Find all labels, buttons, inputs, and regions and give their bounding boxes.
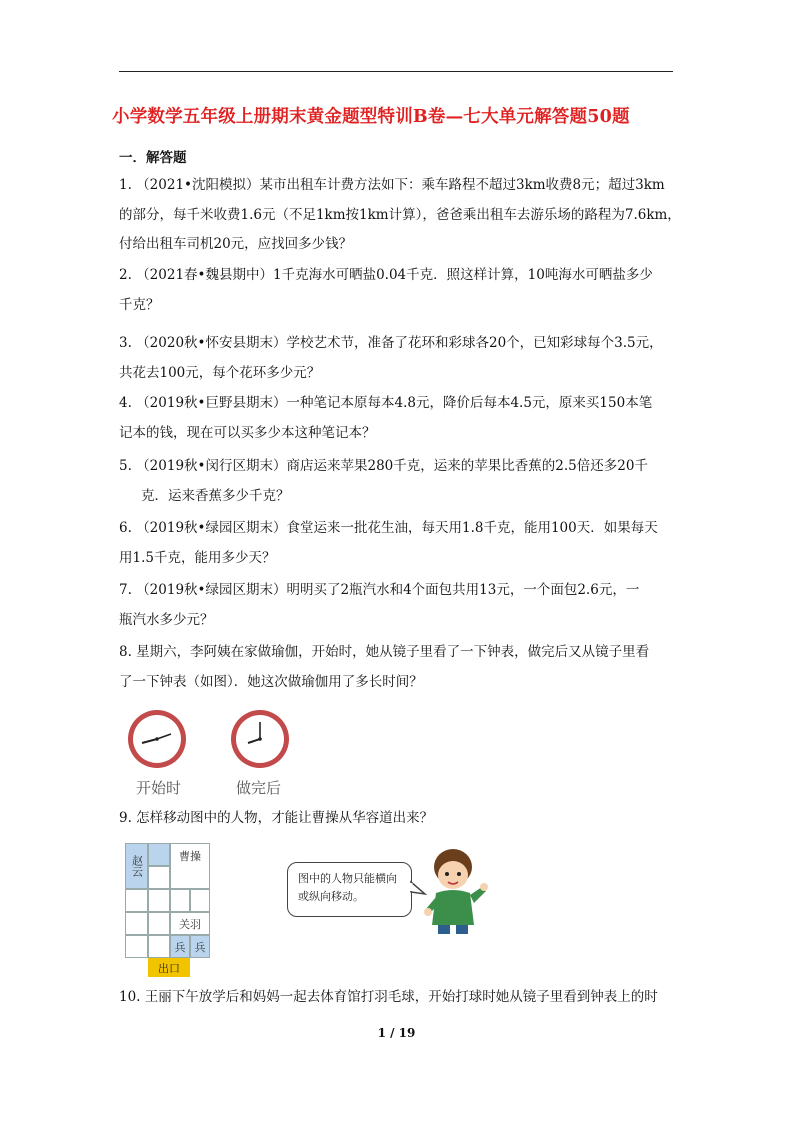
caocao-label: 曹操 (179, 850, 201, 863)
section-heading: 一．解答题 (119, 150, 187, 166)
grid-cell (148, 843, 170, 866)
question-1 (119, 171, 679, 260)
question-line: 8. 星期六，李阿姨在家做瑜伽，开始时，她从镜子里看了一下钟表，做完后又从镜子里看 (119, 644, 650, 660)
question-line: 千克？ (119, 296, 160, 313)
question-line: 1. （2021•沈阳模拟）某市出租车计费方法如下：乘车路程不超过3km收费8元；超过3km (119, 177, 665, 193)
question-9 (119, 804, 679, 834)
speech-bubble: 图中的人物只能横向或纵向移动。 (287, 862, 412, 917)
exit-marker (148, 958, 190, 977)
question-line: 4. （2019秋•巨野县期末）一种笔记本原每本4.8元，降价后每本4.5元，原来买150本笔 (119, 395, 653, 411)
question-7 (119, 576, 679, 635)
grid-cell (148, 912, 170, 935)
question-3 (119, 329, 679, 388)
question-line: 了一下钟表（如图）．她这次做瑜伽用了多长时间？ (119, 673, 423, 690)
grid-cell (170, 889, 190, 912)
caocao-block (170, 843, 210, 889)
question-line: 用1.5千克，能用多少天？ (119, 549, 276, 566)
question-5 (119, 452, 679, 511)
clock-start-label: 开始时 (136, 779, 182, 797)
question-line: 6. （2019秋•绿园区期末）食堂运来一批花生油，每天用1.8千克，能用100天．如果每天 (119, 520, 658, 536)
boy-illustration-icon (420, 845, 490, 935)
question-line: 9. 怎样移动图中的人物，才能让曹操从华容道出来？ (119, 810, 434, 826)
page-title: 小学数学五年级上册期末黄金题型特训B卷—七大单元解答题50题 (112, 107, 630, 127)
question-10 (119, 983, 679, 1013)
question-line: 7. （2019秋•绿园区期末）明明买了2瓶汽水和4个面包共用13元，一个面包2.6元，一 (119, 582, 640, 598)
grid-cell (125, 889, 148, 912)
grid-cell (148, 935, 170, 958)
grid-cell (190, 889, 210, 912)
question-line: 3. （2020秋•怀安县期末）学校艺术节，准备了花环和彩球各20个，已知彩球每个3.5元， (119, 335, 663, 351)
guanyu-label: 关羽 (179, 917, 201, 931)
bing-label: 兵 (174, 940, 186, 954)
question-line: 2. （2021春•魏县期中）1千克海水可晒盐0.04千克．照这样计算，10吨海水可晒盐多少 (119, 267, 653, 283)
question-line: 瓶汽水多少元？ (119, 611, 214, 628)
bing-label: 兵 (194, 940, 206, 954)
question-line: 付给出租车司机20元，应找回多少钱？ (119, 236, 353, 252)
bing-block-1 (170, 935, 190, 958)
grid-cell (148, 866, 170, 889)
zhaoyun-block (125, 843, 148, 889)
question-line: 10. 王丽下午放学后和妈妈一起去体育馆打羽毛球，开始打球时她从镜子里看到钟表上的时 (119, 989, 658, 1005)
exit-label: 出口 (158, 961, 180, 975)
grid-cell (125, 935, 148, 958)
grid-cell (125, 912, 148, 935)
clock-start-icon (128, 710, 186, 768)
question-line: 5. （2019秋•闵行区期末）商店运来苹果280千克，运来的苹果比香蕉的2.5倍还多20千 (119, 458, 648, 474)
clock-figure (125, 707, 315, 797)
question-4 (119, 389, 679, 448)
question-line: 记本的钱，现在可以买多少本这种笔记本？ (119, 424, 376, 441)
question-line: 的部分，每千米收费1.6元（不足1km按1km计算），爸爸乘出租车去游乐场的路程为7.6km， (119, 206, 681, 223)
question-line: 克．运来香蕉多少千克？ (141, 487, 290, 504)
clock-end-icon (231, 710, 289, 768)
question-6 (119, 514, 679, 573)
bing-block-2 (190, 935, 210, 958)
clock-end-label: 做完后 (236, 779, 282, 797)
header-rule (119, 71, 673, 72)
question-8 (119, 638, 679, 697)
page-number: 1 / 19 (377, 1026, 416, 1040)
question-line: 共花去100元，每个花环多少元？ (119, 364, 321, 381)
question-2 (119, 261, 679, 320)
guanyu-block (170, 912, 210, 935)
mirrored-clocks (125, 707, 315, 772)
zhaoyun-label: 赵云 (130, 855, 144, 877)
grid-cell (148, 889, 170, 912)
